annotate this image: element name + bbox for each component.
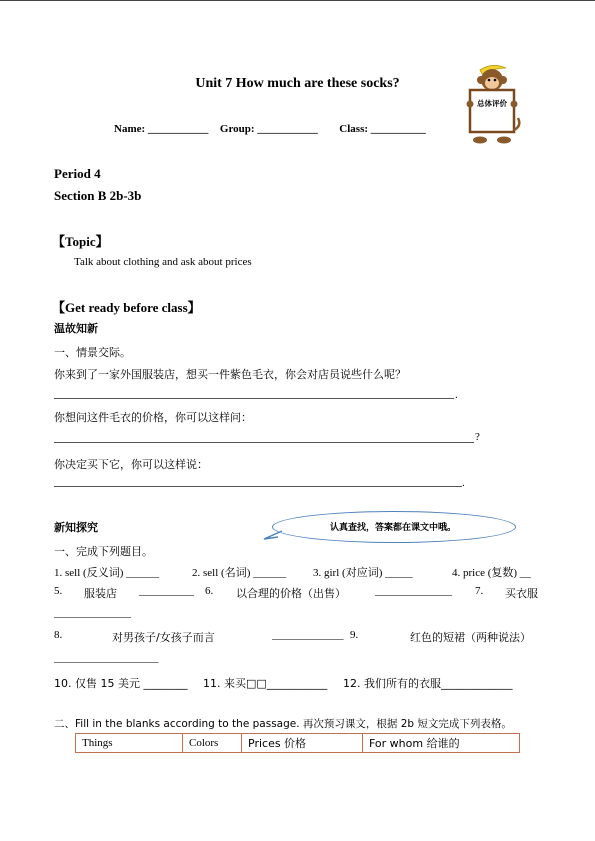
table-header-row	[76, 734, 520, 753]
item-11: 11. 来买□□___________	[203, 677, 328, 690]
item-9-number: 9.	[350, 629, 359, 641]
question-2: 你想问这件毛衣的价格，你可以这样问：	[54, 411, 252, 424]
item-6-blank: ______________	[375, 585, 452, 597]
item-5: 服装店	[84, 587, 117, 600]
item-3: 3. girl (对应词) _____	[313, 567, 413, 579]
explore-part2-title: 二、Fill in the blanks according to the passage. 再次预习课文，根据 2b 短文完成下列表格。	[54, 718, 512, 730]
get-ready-heading: 【Get ready before class】	[52, 300, 201, 315]
answer-line-3-end: .	[462, 477, 465, 489]
item-8-number: 8.	[54, 629, 63, 641]
student-info-row	[114, 123, 426, 135]
item-10: 10. 仅售 15 美元 ________	[54, 677, 188, 690]
item-6-number: 6.	[205, 585, 214, 597]
explore-part1-title: 一、完成下列题目。	[54, 545, 153, 558]
item-7: 买衣服	[505, 587, 538, 600]
fill-in-table	[75, 733, 520, 753]
name-field-label: Name: ___________	[114, 123, 209, 135]
class-field-label: Class: __________	[339, 123, 426, 135]
period-label: Period 4	[54, 166, 101, 181]
item-12: 12. 我们所有的衣服_____________	[343, 677, 513, 690]
topic-text: Talk about clothing and ask about prices	[74, 256, 252, 268]
table-header-colors: Colors	[183, 734, 242, 753]
part1-title: 一、情景交际。	[54, 346, 131, 359]
top-rule	[0, 0, 595, 1]
review-label: 温故知新	[54, 322, 98, 335]
question-3: 你决定买下它，你可以这样说：	[54, 458, 208, 471]
hint-bubble-text: 认真查找，答案都在课文中哦。	[329, 523, 456, 533]
answer-line-2	[54, 442, 474, 443]
item-4: 4. price (复数) __	[452, 567, 531, 579]
answer-line-2-end: ?	[475, 431, 480, 443]
item-2: 2. sell (名词) ______	[192, 567, 287, 579]
group-field-label: Group: ___________	[219, 123, 318, 135]
table-header-prices: Prices 价格	[242, 734, 363, 753]
item-9-blank: ___________________	[54, 652, 159, 664]
item-6: 以合理的价格（出售）	[236, 587, 346, 600]
item-9: 红色的短裙（两种说法）	[410, 631, 531, 644]
item-7-number: 7.	[475, 585, 484, 597]
explore-label: 新知探究	[54, 521, 98, 534]
item-5-number: 5.	[54, 585, 63, 597]
monkey-evaluation-illustration	[462, 60, 522, 146]
answer-line-1-end: .	[455, 389, 458, 401]
answer-line-1	[54, 398, 454, 399]
item-8: 对男孩子/女孩子而言	[112, 631, 215, 644]
item-1: 1. sell (反义词) ______	[54, 567, 160, 579]
topic-heading: 【Topic】	[52, 234, 109, 249]
question-1: 你来到了一家外国服装店，想买一件紫色毛衣，你会对店员说些什么呢？	[54, 368, 406, 381]
item-7-blank: ______________	[54, 607, 131, 619]
section-label: Section B 2b-3b	[54, 188, 142, 203]
table-header-for-whom: For whom 给谁的	[363, 734, 520, 753]
item-5-blank: __________	[139, 585, 194, 597]
page-title: Unit 7 How much are these socks?	[195, 76, 400, 91]
item-8-blank: _____________	[272, 629, 344, 641]
answer-line-3	[54, 486, 462, 487]
table-header-things: Things	[76, 734, 183, 753]
evaluation-board-text: 总体评价	[477, 99, 507, 108]
